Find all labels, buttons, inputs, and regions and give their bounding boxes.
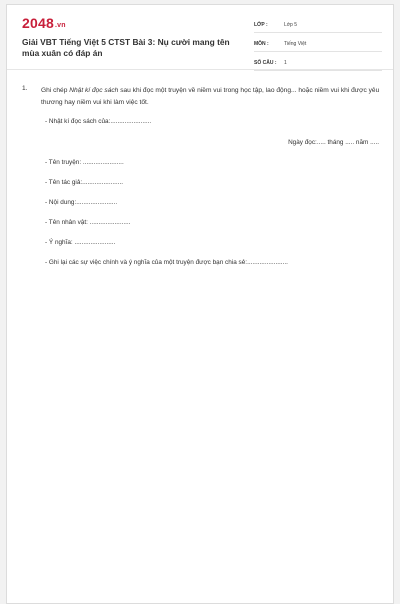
meaning-line: - Ý nghĩa: .......................	[45, 239, 116, 246]
meta-label-question-count: SỐ CÂU :	[254, 60, 277, 66]
header-divider	[7, 69, 393, 70]
reading-date-line: Ngày đọc:..... tháng ..... năm .....	[288, 139, 379, 146]
meta-label-class: LỚP :	[254, 22, 268, 28]
author-line: - Tên tác giả:.......................	[45, 179, 124, 186]
logo-text: 2048	[22, 15, 54, 31]
meta-row-class	[254, 18, 382, 33]
logo-suffix: .vn	[54, 22, 66, 29]
meta-value-class: Lớp 5	[284, 22, 298, 28]
question-text-italic: Nhật kí đọc sách	[69, 87, 119, 94]
site-logo[interactable]	[22, 15, 66, 31]
meta-info	[254, 18, 382, 75]
content-line: - Nội dung:.......................	[45, 199, 118, 206]
meta-row-subject	[254, 37, 382, 52]
notes-line: - Ghi lại các sự việc chính và ý nghĩa của một truyện được bạn chia sẻ:.......................	[45, 259, 288, 266]
question-text-before: Ghi chép	[41, 87, 70, 94]
diary-owner-line: - Nhật kí đọc sách của:.......................	[45, 118, 152, 125]
story-name-line: - Tên truyện: .......................	[45, 159, 124, 166]
meta-label-subject: MÔN :	[254, 41, 269, 47]
worksheet-page	[6, 4, 394, 604]
question-text	[41, 85, 381, 109]
question-text-after: sau khi đọc một truyện về niềm vui trong học tập, lao động... hoặc niềm vui khi được yêu thương hay niềm vui khi làm việc tốt.	[41, 87, 380, 106]
meta-value-subject: Tiếng Việt	[284, 41, 307, 47]
document-title: Giải VBT Tiếng Việt 5 CTST Bài 3: Nụ cười mang tên mùa xuân có đáp án	[22, 37, 230, 58]
question-number: 1.	[22, 85, 28, 92]
meta-value-question-count: 1	[284, 60, 287, 66]
character-line: - Tên nhân vật: .......................	[45, 219, 131, 226]
